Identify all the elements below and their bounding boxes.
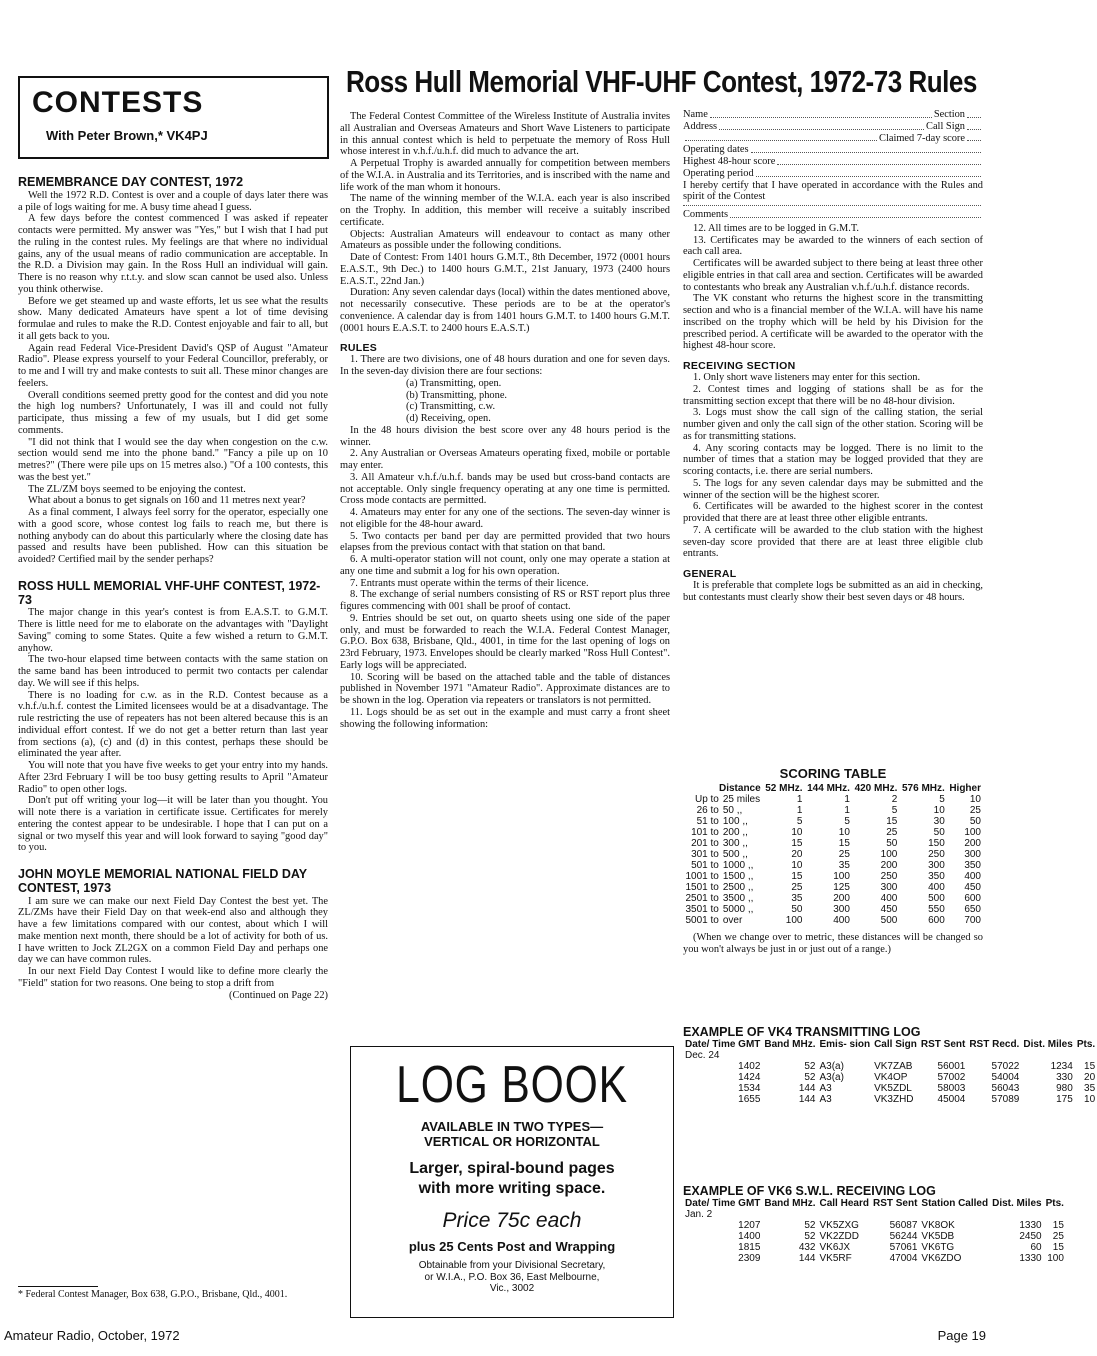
column-header: Pts. bbox=[1045, 1198, 1064, 1209]
table-cell: 400 bbox=[880, 893, 898, 904]
sections-list bbox=[340, 378, 670, 425]
ad-price: Price 75c each bbox=[442, 1209, 582, 1232]
section-byline: With Peter Brown,* VK4PJ bbox=[46, 128, 208, 143]
paragraph: 12. All times are to be logged in G.M.T. bbox=[693, 222, 860, 234]
john-moyle-body bbox=[18, 896, 328, 990]
paragraph: In our next Field Day Contest I would like to define more clearly the "Field" station for two reasons. One being to stop a drift from bbox=[18, 966, 328, 989]
table-cell: 35 bbox=[838, 860, 850, 871]
form-claimed-label: Claimed 7-day score bbox=[879, 132, 965, 144]
paragraph: Again read Federal Vice-President David's QSP of August "Amateur Radio". Please express yourself to your Federal Councillor, preferably, or to me and I will try and make contests to suit all. These minor changes are feelers. bbox=[18, 342, 328, 389]
scoring-table-title: SCORING TABLE bbox=[779, 766, 887, 781]
paragraph: 13. Certificates may be awarded to the winners of each section of each call area. bbox=[683, 234, 983, 258]
table-cell: 1655 bbox=[738, 1094, 761, 1105]
paragraph: The major change in this year's contest is from E.A.S.T. to G.M.T. There is little need for me to elaborate on the advantages with "Daylight Saving" coming to some States. Quite a few wished a return to G.M.T. anyhow. bbox=[18, 607, 328, 654]
table-row bbox=[683, 893, 983, 904]
table-cell: 201 to bbox=[691, 838, 719, 849]
rule-1: 1. There are two divisions, one of 48 hours duration and one for seven days. In the seven-day division there are four sections: bbox=[340, 354, 670, 377]
table-cell: 450 bbox=[964, 882, 981, 893]
table-cell: 57089 bbox=[991, 1094, 1020, 1105]
table-cell: 50 bbox=[886, 838, 898, 849]
paragraph: Date of Contest: From 1401 hours G.M.T., 8th December, 1972 (0001 hours E.A.S.T., 9th Dec.) to 1400 hours G.M.T., 21st January, 1973 (2400 hours E.A.S.T., 22nd Jan.) bbox=[340, 252, 670, 287]
right-column bbox=[683, 109, 983, 604]
table-cell: 2450 bbox=[1019, 1231, 1042, 1242]
table-cell: 1815 bbox=[738, 1242, 761, 1253]
table-cell: 1000 ,, bbox=[722, 860, 754, 871]
table-cell: 500 bbox=[880, 915, 898, 926]
table-cell: 1 bbox=[796, 794, 803, 805]
ad-postage: plus 25 Cents Post and Wrapping bbox=[408, 1239, 616, 1254]
table-cell: 144 bbox=[798, 1083, 816, 1094]
table-cell: 25 miles bbox=[722, 794, 761, 805]
table-cell: 300 bbox=[928, 860, 945, 871]
paragraph: Well the 1972 R.D. Contest is over and a couple of days later there was a pile of logs waiting for me. A busy time ahead I guess. bbox=[18, 189, 328, 213]
form-opperiod-label: Operating period bbox=[683, 167, 754, 179]
column-header: Distance bbox=[719, 783, 761, 794]
table-row bbox=[683, 1253, 1066, 1264]
table-cell: 125 bbox=[833, 882, 850, 893]
ross-hull-body bbox=[18, 607, 328, 854]
rule-item: 4. Any scoring contacts may be logged. There is no limit to the number of times that a station may be logged provided that they are scoring contacts, i.e. there are serial numbers. bbox=[683, 442, 983, 477]
log-book-advert bbox=[350, 1046, 674, 1318]
table-cell: 15 bbox=[886, 816, 898, 827]
table-cell: 25 bbox=[791, 882, 803, 893]
table-cell: VK4OP bbox=[874, 1072, 908, 1083]
paragraph: The VK constant who returns the highest score in the transmitting section and who is a financial member of the W.I.A. will have his name inscribed on the trophy which will be held by his Division for the prescribed period. A certificate will be awarded to the operator with the highest 48-hour score. bbox=[683, 293, 983, 352]
form-certify: I hereby certify that I have operated in accordance with the Rules and spirit of the Contest bbox=[683, 179, 983, 203]
rule-item: 3. All Amateur v.h.f./u.h.f. bands may be used but cross-band contacts are not acceptable. Only single frequency operating at any one time is permitted. Cross mode contacts are permitted. bbox=[340, 471, 670, 507]
footnote-rule bbox=[18, 1286, 98, 1287]
paragraph: The name of the winning member of the W.I.A. each year is also inscribed on the Trophy. In addition, this member will receive a suitably inscribed certificate. bbox=[340, 193, 670, 228]
table-cell: 45004 bbox=[937, 1094, 966, 1105]
table-row bbox=[683, 860, 983, 871]
table-cell: 47004 bbox=[889, 1253, 918, 1264]
general-heading: GENERAL bbox=[683, 568, 737, 580]
table-cell: A3(a) bbox=[819, 1061, 844, 1072]
rule-item: 11. Logs should be as set out in the example and must carry a front sheet showing the following information: bbox=[340, 706, 670, 730]
rule-item: 3. Logs must show the call sign of the calling station, the serial number given and only the call sign of the other station. Scoring will be as for transmitting stations. bbox=[683, 407, 983, 442]
table-cell: 650 bbox=[964, 904, 981, 915]
paragraph: A Perpetual Trophy is awarded annually for competition between members of the W.I.A. in Australia and its Territories, and is inscribed with the name and life work of the man whom it honours. bbox=[340, 158, 670, 193]
table-cell: 1 bbox=[796, 805, 803, 816]
ad-obtain-line2: or W.I.A., P.O. Box 36, East Melbourne, bbox=[424, 1271, 600, 1283]
table-cell: 2 bbox=[891, 794, 898, 805]
table-cell: 1534 bbox=[738, 1083, 761, 1094]
table-cell: 1 bbox=[844, 805, 850, 816]
section-item: (b) Transmitting, phone. bbox=[406, 389, 508, 401]
table-cell: 20 bbox=[1084, 1072, 1096, 1083]
column-header: 420 MHz. bbox=[854, 783, 898, 794]
paragraph: The two-hour elapsed time between contacts with the same station on the same band has been introduced to permit two contacts per calendar day. We will see if this helps. bbox=[18, 654, 328, 689]
table-cell: A3 bbox=[819, 1094, 832, 1105]
table-header-row bbox=[683, 1198, 1066, 1209]
paragraph: What about a bonus to get signals on 160 and 11 metres next year? bbox=[28, 495, 306, 507]
column-header: Call Heard bbox=[819, 1198, 869, 1209]
table-cell: 330 bbox=[1056, 1072, 1073, 1083]
table-cell: 54004 bbox=[991, 1072, 1020, 1083]
scoring-table-block bbox=[683, 766, 983, 956]
table-cell: 52 bbox=[804, 1231, 816, 1242]
table-cell: 2309 bbox=[738, 1253, 761, 1264]
table-cell: 144 bbox=[798, 1094, 816, 1105]
table-cell: 20 bbox=[791, 849, 803, 860]
table-cell: 5 bbox=[796, 816, 803, 827]
table-cell: 300 bbox=[833, 904, 850, 915]
section-item: (c) Transmitting, c.w. bbox=[406, 401, 496, 413]
table-cell: 250 bbox=[880, 871, 898, 882]
table-cell: 60 bbox=[1030, 1242, 1042, 1253]
ad-feature-line2: with more writing space. bbox=[418, 1180, 606, 1197]
table-cell: VK6JX bbox=[819, 1242, 851, 1253]
table-cell: 500 ,, bbox=[722, 849, 748, 860]
table-header-row bbox=[683, 783, 983, 794]
table-cell: 25 bbox=[1052, 1231, 1064, 1242]
table-row bbox=[683, 1083, 1097, 1094]
table-cell: 57061 bbox=[889, 1242, 918, 1253]
heading-john-moyle: JOHN MOYLE MEMORIAL NATIONAL FIELD DAY CONTEST, 1973 bbox=[18, 867, 307, 895]
table-cell: 200 bbox=[964, 838, 981, 849]
receiving-rules bbox=[683, 372, 983, 560]
table-cell: 100 bbox=[880, 849, 898, 860]
rule-item: 4. Amateurs may enter for any one of the sections. The seven-day winner is not eligible for the 48-hour award. bbox=[340, 507, 670, 530]
rule-item: 9. Entries should be set out, on quarto sheets using one side of the paper only, and must be forwarded to reach the W.I.A. Federal Contest Manager, G.P.O. Box 638, Brisbane, Qld., 4001, in time for the last opening of logs on 23rd February, 1973. Envelopes should be clearly marked "Ross Hull Contest". Early logs will be appreciated. bbox=[340, 612, 670, 671]
table-cell: 15 bbox=[791, 838, 803, 849]
column-header: 144 MHz. bbox=[807, 783, 850, 794]
table-cell: 52 bbox=[804, 1072, 816, 1083]
table-cell: 25 bbox=[969, 805, 981, 816]
paragraph: Objects: Australian Amateurs will endeavour to contact as many other Amateurs as possible under the following conditions. bbox=[340, 228, 670, 252]
table-cell: 1330 bbox=[1019, 1220, 1042, 1231]
table-cell: 15 bbox=[1052, 1220, 1064, 1231]
table-cell: 350 bbox=[928, 871, 945, 882]
column-header: Band MHz. bbox=[764, 1198, 816, 1209]
table-cell: 550 bbox=[928, 904, 945, 915]
table-row bbox=[683, 1094, 1097, 1105]
table-row bbox=[683, 1242, 1066, 1253]
table-cell: 300 ,, bbox=[722, 838, 748, 849]
table-cell: 1330 bbox=[1019, 1253, 1042, 1264]
form-highest-label: Highest 48-hour score bbox=[683, 156, 776, 167]
table-header-row bbox=[683, 1039, 1097, 1050]
table-cell: 30 bbox=[933, 816, 945, 827]
table-row bbox=[683, 871, 983, 882]
table-cell: VK5ZDL bbox=[874, 1083, 912, 1094]
table-cell: 1500 ,, bbox=[722, 871, 754, 882]
general-text: It is preferable that complete logs be submitted as an aid in checking, but contestants must clearly show their best seven days or 48 hours. bbox=[683, 580, 983, 603]
ad-types-line2: VERTICAL OR HORIZONTAL bbox=[424, 1134, 600, 1149]
table-cell: 400 bbox=[928, 882, 945, 893]
column-header: 52 MHz. bbox=[765, 783, 803, 794]
table-cell: 35 bbox=[1084, 1083, 1096, 1094]
front-sheet-form bbox=[683, 109, 983, 221]
footnote: * Federal Contest Manager, Box 638, G.P.O., Brisbane, Qld., 4001. bbox=[18, 1289, 288, 1300]
rule-item: 6. A multi-operator station will not count, only one may operate a station at any one time and submit a log for his own operation. bbox=[340, 554, 670, 577]
table-row bbox=[683, 1072, 1097, 1083]
rule-item: 7. A certificate will be awarded to the club station with the highest seven-day score provided that there are at least three eligible club entrants. bbox=[683, 524, 983, 560]
table-cell: 57002 bbox=[937, 1072, 966, 1083]
table-row bbox=[683, 794, 983, 805]
rule-item: 5. Two contacts per band per day are permitted provided that two hours elapses from the previous contact with that station on that band. bbox=[340, 530, 670, 554]
rule-item: 8. The exchange of serial numbers consisting of RS or RST report plus three figures commencing with 001 shall be proof of contact. bbox=[340, 589, 670, 612]
table-cell: VK5RF bbox=[819, 1253, 852, 1264]
paragraph: Overall conditions seemed pretty good for the contest and did you note the high log numbers? Unfortunately, I was ill and could not fully participate, thus missing a few of my usuals, but I did get some comments. bbox=[18, 389, 328, 436]
ad-obtain-line3: Vic., 3002 bbox=[489, 1283, 535, 1294]
section-item: (d) Receiving, open. bbox=[406, 413, 491, 424]
table-cell: 56087 bbox=[889, 1220, 918, 1231]
rule-item: 5. The logs for any seven calendar days may be submitted and the winner of the section will be the highest scorer. bbox=[683, 477, 983, 501]
table-cell: 100 bbox=[785, 915, 803, 926]
table-cell: 100 bbox=[833, 871, 850, 882]
table-cell: 56244 bbox=[889, 1231, 918, 1242]
table-cell: 300 bbox=[964, 849, 981, 860]
column-header: 576 MHz. bbox=[902, 783, 945, 794]
table-cell: 144 bbox=[798, 1253, 816, 1264]
table-cell: 1234 bbox=[1050, 1061, 1073, 1072]
rx-log-table bbox=[683, 1198, 1066, 1264]
section-title: CONTESTS bbox=[32, 86, 204, 119]
column-header: Date/ Time GMT bbox=[685, 1198, 761, 1209]
table-cell: 10 bbox=[791, 860, 803, 871]
table-cell: 100 bbox=[1047, 1253, 1064, 1264]
table-cell: 58003 bbox=[937, 1083, 966, 1094]
table-cell: VK6TG bbox=[921, 1242, 955, 1253]
table-cell: 35 bbox=[791, 893, 803, 904]
continued-note: (Continued on Page 22) bbox=[229, 989, 328, 1001]
paragraph: The Federal Contest Committee of the Wireless Institute of Australia invites all Australian and Overseas Amateurs and Short Wave Listeners to participate in this annual contest which is held to perpetuate the memory of Ross Hull whose interest in v.h.f./u.h.f. did much to advance the art. bbox=[340, 111, 670, 158]
remembrance-day-body bbox=[18, 190, 328, 566]
table-cell: 52 bbox=[804, 1061, 816, 1072]
paragraph: Duration: Any seven calendar days (local) within the dates mentioned above, not necessarily consecutive. These periods are to be at the operator's convenience. A calendar day is from 1401 hours G.M.T. to 1400 hours G.M.T. (0001 hours E.A.S.T. to 2400 hours E.A.S.T.) bbox=[340, 287, 670, 334]
table-cell: VK7ZAB bbox=[874, 1061, 913, 1072]
table-cell: A3(a) bbox=[819, 1072, 844, 1083]
table-cell: 600 bbox=[928, 915, 945, 926]
table-cell: 200 bbox=[833, 893, 850, 904]
table-row bbox=[683, 838, 983, 849]
table-cell: 25 bbox=[886, 827, 898, 838]
table-cell: 2500 ,, bbox=[722, 882, 754, 893]
column-header: RST Sent bbox=[872, 1198, 918, 1209]
table-cell: 301 to bbox=[691, 849, 719, 860]
paragraph: "I did not think that I would see the day when congestion on the c.w. section would send me into the phone band." "Fancy a pile up on 10 metres?" (There were pile ups on 15 metres also.) "Of a 100 contests, this was the best yet." bbox=[18, 436, 328, 483]
table-cell: 450 bbox=[880, 904, 898, 915]
table-cell: A3 bbox=[819, 1083, 832, 1094]
table-cell: 980 bbox=[1056, 1083, 1073, 1094]
contests-header-box bbox=[18, 76, 329, 159]
paragraph: You will note that you have five weeks to get your entry into my hands. After 23rd February I will be too busy getting results to April "Amateur Radio" to open other logs. bbox=[18, 760, 328, 795]
table-cell: 10 bbox=[791, 827, 803, 838]
paragraph: As a final comment, I always feel sorry for the operator, especially one with a good score, whose contest log fails to reach me, but there is nothing anybody can do about this particularly where the closing date has passed and results have been published. How can this situation be avoided? Certified mail by the sender perhaps? bbox=[18, 507, 328, 565]
rule-item: 2. Any Australian or Overseas Amateurs operating fixed, mobile or portable may enter. bbox=[340, 448, 670, 471]
rx-log-title: EXAMPLE OF VK6 S.W.L. RECEIVING LOG bbox=[683, 1184, 936, 1198]
table-cell: 100 ,, bbox=[722, 816, 748, 827]
table-cell: 600 bbox=[964, 893, 981, 904]
table-cell: VK2ZDD bbox=[819, 1231, 859, 1242]
column-header: Emis- sion bbox=[819, 1039, 871, 1050]
table-cell: 25 bbox=[838, 849, 850, 860]
table-cell: 56001 bbox=[937, 1061, 966, 1072]
receiving-heading: RECEIVING SECTION bbox=[683, 360, 796, 372]
table-cell: 175 bbox=[1056, 1094, 1073, 1105]
table-cell: VK3ZHD bbox=[874, 1094, 914, 1105]
rule-item: 6. Certificates will be awarded to the highest scorer in the contest provided that there are at least three other eligible entrants. bbox=[683, 501, 983, 524]
table-row bbox=[683, 904, 983, 915]
table-cell: VK5DB bbox=[921, 1231, 955, 1242]
rules-heading: RULES bbox=[340, 342, 378, 355]
form-callsign-label: Call Sign bbox=[926, 120, 965, 132]
rule-item: 10. Scoring will be based on the attached table and the table of distances published in November 1971 "Amateur Radio". Approximate distances are to be shown in the log. Operation via repeaters or translators is not permitted. bbox=[340, 671, 670, 706]
tx-log-table bbox=[683, 1039, 1097, 1105]
table-row bbox=[683, 805, 983, 816]
table-cell: 15 bbox=[791, 871, 803, 882]
column-header: Date/ Time GMT bbox=[685, 1039, 761, 1050]
table-cell: 5 bbox=[939, 794, 945, 805]
paragraph: I am sure we can make our next Field Day Contest the best yet. The ZL/ZMs have their Field Day on that week-end also and although they have a few limitations compared with our contest, about which I will make mention next month, there should be a lot of activity for both of us. I have written to Jock ZL2GX on a common Field Day and perhaps one day we can have common rules. bbox=[18, 895, 328, 966]
table-row bbox=[683, 1061, 1097, 1072]
paragraph: Don't put off writing your log—it will be later than you thought. You will note there is a variation in certificate issue. Certificates for merely entering the contest appear to be undesirable. I hope that I can put on a signal or two myself this year and will look forward to saying "good day" to you. bbox=[18, 795, 328, 854]
table-cell: 10 bbox=[969, 794, 981, 805]
table-row bbox=[683, 1231, 1066, 1242]
table-cell: 5000 ,, bbox=[722, 904, 754, 915]
table-cell: Up to bbox=[694, 794, 719, 805]
column-header: Pts. bbox=[1076, 1039, 1096, 1050]
ad-headline: LOG BOOK bbox=[396, 1056, 628, 1114]
table-cell: 350 bbox=[964, 860, 981, 871]
table-row bbox=[683, 849, 983, 860]
table-cell: 200 bbox=[880, 860, 898, 871]
table-cell: 250 bbox=[928, 849, 945, 860]
column-header: Band MHz. bbox=[764, 1039, 816, 1050]
form-section-label: Section bbox=[933, 109, 965, 120]
table-cell: 400 bbox=[964, 871, 981, 882]
table-cell: 2501 to bbox=[685, 893, 719, 904]
table-cell: 501 to bbox=[691, 860, 719, 871]
table-cell: 15 bbox=[1084, 1061, 1096, 1072]
table-cell: 15 bbox=[838, 838, 850, 849]
table-cell: 1501 to bbox=[685, 882, 719, 893]
table-cell: 51 to bbox=[696, 816, 719, 827]
table-cell: 5 bbox=[844, 816, 850, 827]
left-column bbox=[18, 176, 328, 1001]
column-header: Higher bbox=[949, 783, 981, 794]
tx-log-title: EXAMPLE OF VK4 TRANSMITTING LOG bbox=[683, 1025, 921, 1039]
column-header: Dist. Miles bbox=[1023, 1039, 1073, 1050]
table-cell: 5 bbox=[891, 805, 898, 816]
table-cell: 1207 bbox=[738, 1220, 761, 1231]
table-cell: 57022 bbox=[991, 1061, 1020, 1072]
tx-log-block bbox=[683, 1025, 1096, 1105]
paragraph: There is no loading for c.w. as in the R.D. Contest because as a v.h.f./u.h.f. contest the Limited licensees would be at a disadvantage. The rule restricting the use of repeaters has not been altered because this is an individual effort contest. If we do not get a better return than last year from sections (a), (c) and (d) in this contest, perhaps these should be eliminated the year after. bbox=[18, 689, 328, 760]
table-cell: 5001 to bbox=[685, 915, 719, 926]
table-cell: 700 bbox=[964, 915, 981, 926]
table-cell: 400 bbox=[833, 915, 850, 926]
log-date: Jan. 2 bbox=[685, 1209, 713, 1220]
column-header: RST Sent bbox=[920, 1039, 966, 1050]
table-cell: 1400 bbox=[738, 1231, 761, 1242]
table-cell: 200 ,, bbox=[722, 827, 748, 838]
ad-types-line1: AVAILABLE IN TWO TYPES— bbox=[420, 1119, 604, 1134]
table-cell: 3501 to bbox=[685, 904, 719, 915]
table-cell: 50 bbox=[933, 827, 945, 838]
form-opdates-label: Operating dates bbox=[683, 144, 749, 156]
table-cell: 150 bbox=[928, 838, 945, 849]
paragraph: Before we get steamed up and waste efforts, let us see what the results show. Many dedicated Amateurs have spent a lot of time devising formulae and rules to make the R.D. Contest enjoyable and fair to all, but it all gets back to you. bbox=[18, 295, 328, 342]
table-cell: 50 bbox=[791, 904, 803, 915]
table-cell: 432 bbox=[798, 1242, 816, 1253]
paragraph: A few days before the contest commenced I was asked if repeater contacts were permitted. My answer was "Yes," but I wish that I had put the ruling in the contest rules. My feelings are that where no individual gains, any of the usual means of radio communication are acceptable. In the R.D. a Division may gain. In the Ross Hull an individual will gain. There is no reason why r.t.t.y. and slow scan cannot be used also. Unless you think otherwise. bbox=[18, 213, 328, 295]
section-item: (a) Transmitting, open. bbox=[406, 377, 502, 389]
form-name-label: Name bbox=[683, 109, 708, 120]
rule-item: 2. Contest times and logging of stations shall be as for the transmitting section except that there will be no 48-hour division. bbox=[683, 383, 983, 407]
heading-remembrance-day: REMEMBRANCE DAY CONTEST, 1972 bbox=[18, 175, 244, 189]
column-header: Dist. Miles bbox=[992, 1198, 1042, 1209]
table-cell: VK6ZDO bbox=[921, 1253, 962, 1264]
rx-log-block bbox=[683, 1184, 1064, 1264]
table-cell: 300 bbox=[880, 882, 898, 893]
table-row bbox=[683, 882, 983, 893]
rule-item: 7. Entrants must operate within the terms of their licence. bbox=[350, 577, 589, 589]
table-cell: 1424 bbox=[738, 1072, 761, 1083]
table-cell: 50 bbox=[969, 816, 981, 827]
paragraph: The ZL/ZM boys seemed to be enjoying the contest. bbox=[28, 483, 246, 495]
table-row bbox=[683, 915, 983, 926]
table-cell: 56043 bbox=[991, 1083, 1020, 1094]
column-header: Station Called bbox=[921, 1198, 989, 1209]
rule-item: 1. Only short wave listeners may enter for this section. bbox=[693, 372, 921, 383]
form-comments-label: Comments bbox=[683, 209, 729, 220]
column-header: RST Recd. bbox=[969, 1039, 1020, 1050]
table-cell: 500 bbox=[928, 893, 945, 904]
rule-item: In the 48 hours division the best score over any 48 hours period is the winner. bbox=[340, 424, 670, 448]
table-cell: 101 to bbox=[691, 827, 719, 838]
table-cell: 15 bbox=[1052, 1242, 1064, 1253]
table-cell: 26 to bbox=[696, 805, 719, 816]
table-cell: 50 ,, bbox=[722, 805, 743, 816]
table-cell: 100 bbox=[964, 827, 981, 838]
table-row bbox=[683, 827, 983, 838]
table-cell: 1 bbox=[844, 794, 850, 805]
heading-ross-hull: ROSS HULL MEMORIAL VHF-UHF CONTEST, 1972-73 bbox=[18, 578, 321, 607]
table-row bbox=[683, 816, 983, 827]
table-cell: 52 bbox=[804, 1220, 816, 1231]
footer-publication: Amateur Radio, October, 1972 bbox=[4, 1328, 180, 1343]
table-row bbox=[683, 1220, 1066, 1231]
rules-intro bbox=[340, 111, 670, 334]
table-cell: 3500 ,, bbox=[722, 893, 754, 904]
paragraph: Certificates will be awarded subject to there being at least three other eligible entries in that call area and section. Certificates will be awarded to contestants who break any Australian v.h.f./u.h.f. distance records. bbox=[683, 258, 983, 293]
ad-obtain-line1: Obtainable from your Divisional Secretary, bbox=[418, 1260, 606, 1271]
table-cell: 1402 bbox=[738, 1061, 761, 1072]
ad-feature-line1: Larger, spiral-bound pages bbox=[409, 1160, 615, 1177]
table-cell: 1001 to bbox=[685, 871, 719, 882]
scoring-note: (When we change over to metric, these distances will be changed so you won't always be just in or just out of a range.) bbox=[683, 932, 983, 955]
table-cell: VK8OK bbox=[921, 1220, 955, 1231]
table-cell: 10 bbox=[838, 827, 850, 838]
scoring-table bbox=[683, 783, 983, 926]
footer-page-number: Page 19 bbox=[937, 1328, 986, 1343]
column-header: Call Sign bbox=[874, 1039, 917, 1050]
middle-column bbox=[340, 111, 670, 730]
table-cell: VK5ZXG bbox=[819, 1220, 859, 1231]
certificates-text bbox=[683, 223, 983, 352]
table-cell: 10 bbox=[1084, 1094, 1096, 1105]
log-date: Dec. 24 bbox=[685, 1050, 720, 1061]
article-title: Ross Hull Memorial VHF-UHF Contest, 1972-73 Rules bbox=[346, 64, 977, 99]
table-cell: 10 bbox=[933, 805, 945, 816]
table-cell: over bbox=[722, 915, 743, 926]
form-address-label: Address bbox=[683, 120, 718, 132]
rules-list bbox=[340, 425, 670, 731]
